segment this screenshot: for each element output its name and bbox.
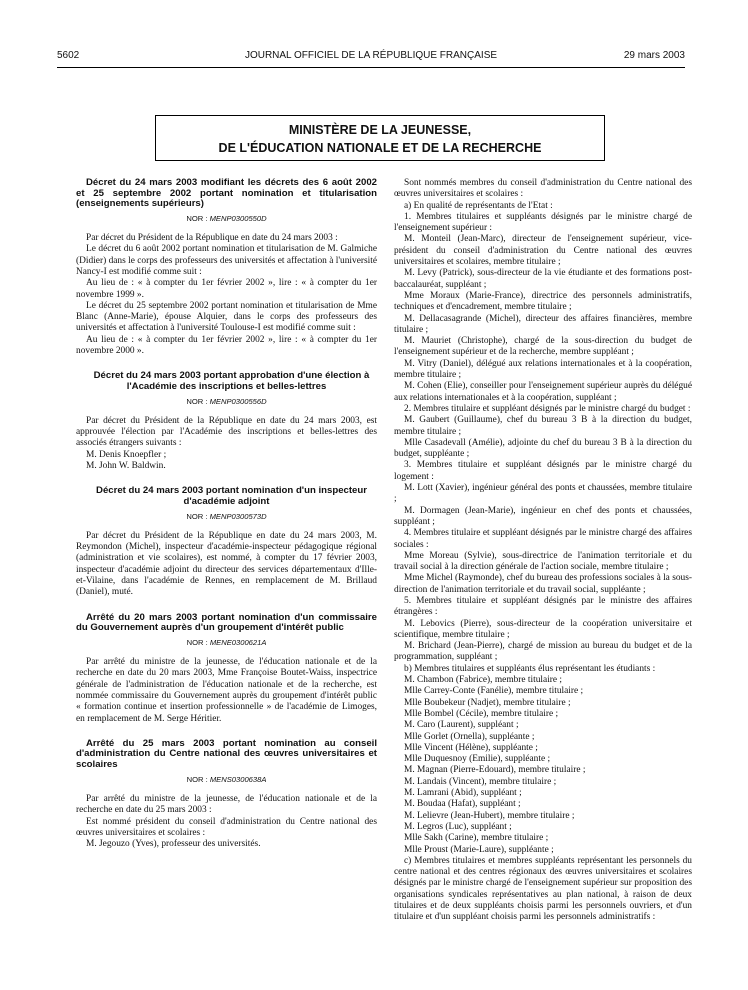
member-line: M. Brichard (Jean-Pierre), chargé de mission au bureau du budget et de la programmation, suppléant ; xyxy=(394,641,692,663)
member-line: Mme Moreau (Sylvie), sous-directrice de l'animation territoriale et du travail social à la direction générale de l'action sociale, membre titulaire ; xyxy=(394,550,692,573)
member-line: M. Monteil (Jean-Marc), directeur de l'enseignement supérieur, vice-président du conseil d'administration du Centre national des œuvres universitaires et scolaires, membre titulaire ; xyxy=(394,234,692,268)
member-line: M. Landais (Vincent), membre titulaire ; xyxy=(404,776,557,787)
nor-label: NOR : xyxy=(186,213,208,223)
nor-code: MENP0300573D xyxy=(209,511,267,521)
member-line: 3. Membres titulaire et suppléant désignés par le ministre chargé du logement : xyxy=(394,460,692,482)
member-line: M. Caro (Laurent), suppléant ; xyxy=(404,720,519,731)
member-line: a) En qualité de représentants de l'Etat : xyxy=(404,200,553,211)
member-line: c) Membres titulaires et membres suppléants représentant les personnels du centre national et des centres régionaux des œuvres universitaires et scolaires désignés par le ministre chargé de l'enseignement supérieur sur proposition des organisations syndicales représentatives au plan national, à raison de deux titulaires et de deux suppléants choisis parmi les personnels ouvriers, et d'un titulaire et d'un suppléant choisis parmi les personnels administratifs : xyxy=(394,855,692,923)
member-line: M. Dellacasagrande (Michel), directeur des affaires financières, membre titulaire ; xyxy=(394,313,692,335)
ministry-box xyxy=(155,115,605,161)
paragraph: Est nommé président du conseil d'administration du Centre national des œuvres universitaires et scolaires : xyxy=(76,816,377,838)
member-line: Mlle Gorlet (Ornella), suppléante ; xyxy=(404,731,535,742)
decree-3-nor xyxy=(76,511,377,522)
paragraph: M. John W. Baldwin. xyxy=(86,461,166,472)
member-line: 1. Membres titulaires et suppléants désignés par le ministre chargé de l'enseignement supérieur : xyxy=(394,211,692,234)
issue-date: 29 mars 2003 xyxy=(623,50,685,61)
paragraph: Au lieu de : « à compter du 1er février 2002 », lire : « à compter du 1er novembre 1999 ». xyxy=(76,278,377,300)
member-line: M. Boudaa (Hafat), suppléant ; xyxy=(404,799,521,810)
member-line: M. Cohen (Elie), conseiller pour l'enseignement supérieur auprès du délégué aux relations internationales et à la coopération, suppléant ; xyxy=(394,381,692,403)
member-line: M. Dormagen (Jean-Marie), ingénieur en chef des ponts et chaussées, suppléant ; xyxy=(394,505,692,527)
nor-code: MENP0300556D xyxy=(209,396,267,406)
member-line: Mlle Carrey-Conte (Fanélie), membre titulaire ; xyxy=(404,686,584,697)
paragraph: Par arrêté du ministre de la jeunesse, de l'éducation nationale et de la recherche en date du 25 mars 2003 : xyxy=(76,793,377,816)
header-rule xyxy=(57,67,685,68)
decree-4-nor xyxy=(76,637,377,648)
paragraph: M. Jegouzo (Yves), professeur des universités. xyxy=(86,839,261,850)
decree-2-nor xyxy=(76,396,377,407)
member-line: M. Lebovics (Pierre), sous-directeur de la coopération universitaire et scientifique, membre titulaire ; xyxy=(394,618,692,640)
running-header xyxy=(57,50,685,64)
nor-label: NOR : xyxy=(186,511,208,521)
right-column xyxy=(394,178,692,924)
page-number: 5602 xyxy=(57,50,80,61)
decree-3-title: Décret du 24 mars 2003 portant nomination d'un inspecteur d'académie adjoint xyxy=(96,485,367,507)
member-line: 5. Membres titulaire et suppléant désignés par le ministre des affaires étrangères : xyxy=(394,595,692,618)
member-line: 4. Membres titulaire et suppléant désignés par le ministre chargé des affaires sociales : xyxy=(394,528,692,550)
paragraph: Le décret du 25 septembre 2002 portant nomination et titularisation de Mme Blanc (Anne-Marie), épouse Alquier, dans le corps des professeurs des universités et affectation à l'université Toulouse-I est modifié comme suit : xyxy=(76,300,377,334)
paragraph: M. Denis Knoepfler ; xyxy=(86,449,167,460)
decree-5-nor xyxy=(76,774,377,785)
ministry-line-1: MINISTÈRE DE LA JEUNESSE, xyxy=(288,123,472,137)
paragraph: Par arrêté du ministre de la jeunesse, de l'éducation nationale et de la recherche en date du 20 mars 2003, Mme Françoise Boutet-Waiss, inspectrice générale de l'administration de l'éducation nationale et de la recherche, est nommée commissaire du Gouvernement auprès du groupement d'intérêt public « formation continue et insertion professionnelle » de l'académie de Limoges, en remplacement de M. Serge Héritier. xyxy=(76,657,377,724)
nor-code: MENS0300638A xyxy=(209,774,267,784)
ministry-line-2: DE L'ÉDUCATION NATIONALE ET DE LA RECHERCHE xyxy=(218,141,542,155)
member-line: M. Lelievre (Jean-Hubert), membre titulaire ; xyxy=(404,810,575,821)
member-line: Mlle Bombel (Cécile), membre titulaire ; xyxy=(404,708,559,719)
nor-code: MENP0300550D xyxy=(209,213,267,223)
member-line: Mlle Boubekeur (Nadjet), membre titulaire ; xyxy=(404,697,571,708)
nor-label: NOR : xyxy=(186,637,208,647)
member-line: M. Gaubert (Guillaume), chef du bureau 3 B à la direction du budget, membre titulaire ; xyxy=(394,415,692,437)
member-line: b) Membres titulaires et suppléants élus représentant les étudiants : xyxy=(404,663,656,674)
member-line: M. Vitry (Daniel), délégué aux relations internationales et à la coopération, membre titulaire ; xyxy=(394,358,692,381)
member-line: Mme Moraux (Marie-France), directrice des personnels administratifs, techniques et d'encadrement, membre titulaire ; xyxy=(394,290,692,313)
nor-code: MENE0300621A xyxy=(209,637,267,647)
paragraph: Par décret du Président de la République en date du 24 mars 2003, est approuvée l'élection par l'Académie des inscriptions et belles-lettres des associés étrangers suivants : xyxy=(76,415,377,449)
member-line: M. Lott (Xavier), ingénieur général des ponts et chaussées, membre titulaire ; xyxy=(394,483,692,505)
decree-1-title: Décret du 24 mars 2003 modifiant les décrets des 6 août 2002 et 25 septembre 2002 portant nomination et titularisation (enseignements supérieurs) xyxy=(76,177,377,210)
member-line: Mlle Casadevall (Amélie), adjointe du chef du bureau 3 B à la direction du budget, suppléante ; xyxy=(394,437,692,460)
paragraph: Par décret du Président de la République en date du 24 mars 2003 : xyxy=(86,233,338,244)
member-line: Mlle Vincent (Hélène), suppléante ; xyxy=(404,742,538,753)
member-line: Mme Michel (Raymonde), chef du bureau des professions sociales à la sous-direction de l'animation territoriale et du travail social, suppléante ; xyxy=(394,573,692,595)
member-line: 2. Membres titulaire et suppléant désignés par le ministre chargé du budget : xyxy=(404,403,691,414)
left-column xyxy=(76,178,377,850)
journal-title: JOURNAL OFFICIEL DE LA RÉPUBLIQUE FRANÇAISE xyxy=(244,50,498,61)
decree-2-title: Décret du 24 mars 2003 portant approbation d'une élection à l'Académie des inscriptions et belles-lettres xyxy=(93,370,370,392)
member-line: M. Magnan (Pierre-Edouard), membre titulaire ; xyxy=(404,765,586,776)
member-line: Mlle Duquesnoy (Emilie), suppléante ; xyxy=(404,754,551,765)
member-line: Sont nommés membres du conseil d'administration du Centre national des œuvres universitaires et scolaires : xyxy=(394,178,692,200)
decree-4-title: Arrêté du 20 mars 2003 portant nomination d'un commissaire du Gouvernement auprès d'un groupement d'intérêt public xyxy=(76,611,377,634)
member-line: M. Chambon (Fabrice), membre titulaire ; xyxy=(404,675,563,686)
member-line: M. Lamrani (Abid), suppléant ; xyxy=(404,788,522,799)
member-line: M. Levy (Patrick), sous-directeur de la vie étudiante et des formations post-baccalauréat, suppléant ; xyxy=(394,268,692,290)
decree-1-nor xyxy=(76,213,377,224)
member-line: Mlle Proust (Marie-Laure), suppléante ; xyxy=(404,844,554,855)
paragraph: Par décret du Président de la République en date du 24 mars 2003, M. Reymondon (Michel), inspecteur d'académie-inspecteur pédagogique régional (administration et vie scolaires), est nommé, à compter du 17 février 2003, inspecteur d'académie adjoint du directeur des services départementaux d'Ille-et-Vilaine, dans l'académie de Rennes, en remplacement de M. Brillaud (Daniel), muté. xyxy=(76,530,377,598)
member-line: Mlle Sakh (Carine), membre titulaire ; xyxy=(404,833,549,844)
paragraph: Au lieu de : « à compter du 1er février 2002 », lire : « à compter du 1er novembre 2000 ». xyxy=(76,334,377,357)
paragraph: Le décret du 6 août 2002 portant nomination et titularisation de M. Galmiche (Didier) dans le corps des professeurs des universités et affectation à l'université Nancy-I est modifié comme suit : xyxy=(76,244,377,277)
member-line: M. Legros (Luc), suppléant ; xyxy=(404,821,512,832)
nor-label: NOR : xyxy=(186,396,208,406)
nor-label: NOR : xyxy=(186,774,208,784)
member-line: M. Mauriet (Christophe), chargé de la sous-direction du budget de l'enseignement supérieur et de la recherche, membre suppléant ; xyxy=(394,336,692,358)
decree-5-title: Arrêté du 25 mars 2003 portant nomination au conseil d'administration du Centre national des œuvres universitaires et scolaires xyxy=(76,737,377,771)
